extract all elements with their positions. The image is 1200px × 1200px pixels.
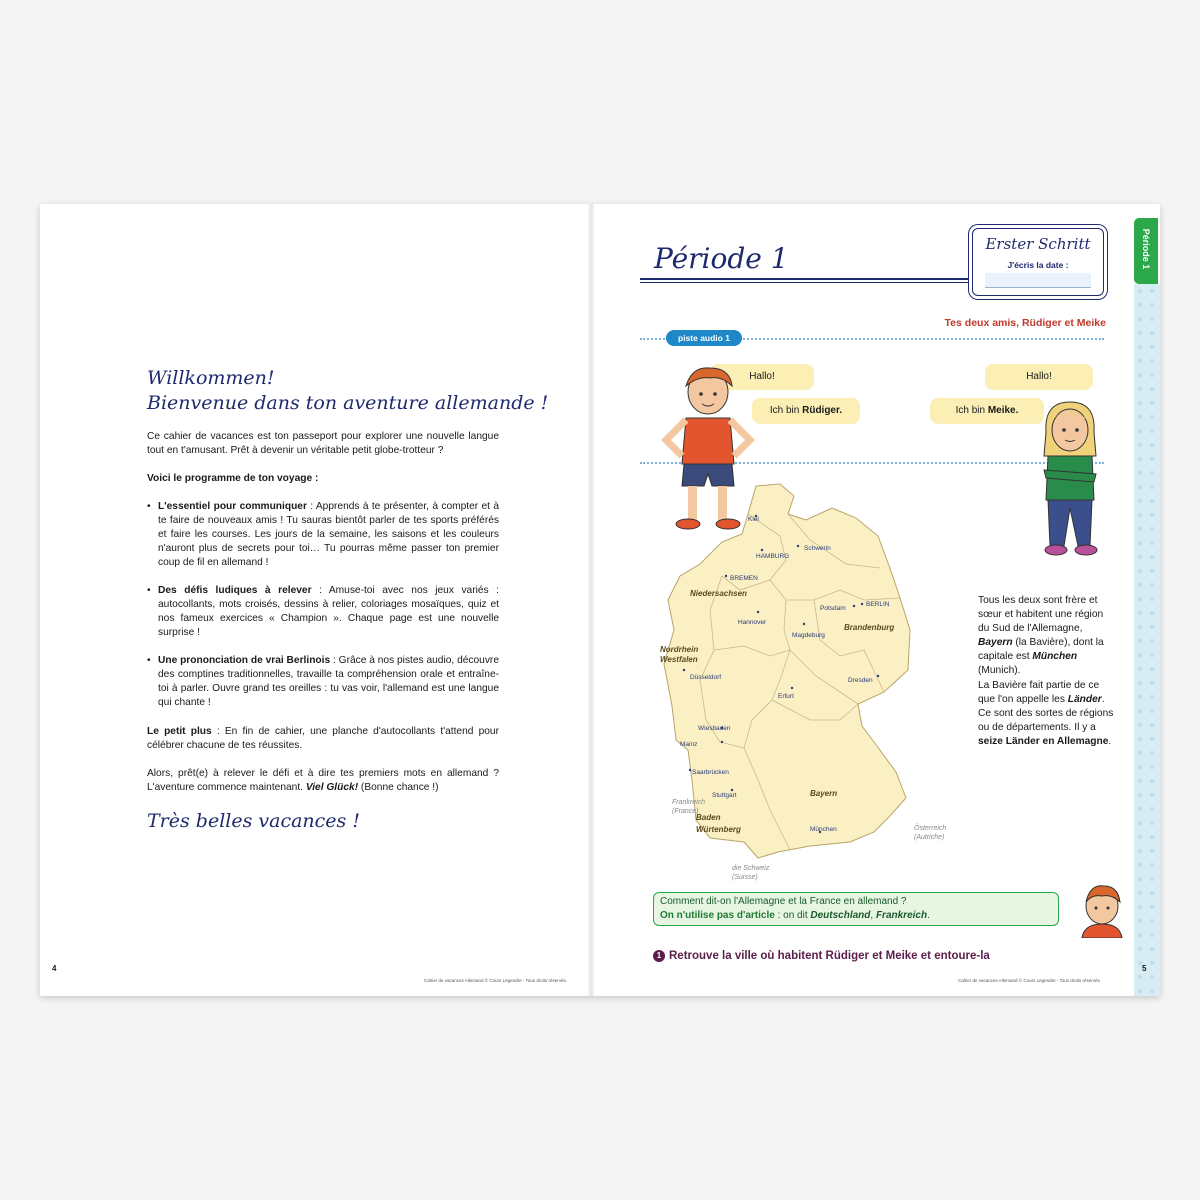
neighbour-name: Österreich: [914, 825, 947, 832]
map-label: BERLIN: [866, 601, 890, 608]
period-tab-label: Période 1: [1141, 228, 1151, 270]
region-label: Bayern: [810, 789, 838, 798]
petit-plus-paragraph: [147, 725, 499, 753]
text-run: (la Bavière), dont la capitale est: [978, 637, 1104, 663]
bubble-text: Ich bin: [769, 405, 803, 416]
text-run: Ce sont des sortes de régions ou de départements. Il y a: [978, 707, 1114, 733]
neighbour-label-france: [672, 798, 705, 816]
map-label: Mainz: [680, 741, 698, 748]
right-page: [594, 204, 1160, 996]
map-label: Erfurt: [778, 693, 794, 700]
speech-bubble: [985, 364, 1093, 390]
neighbour-label-austria: [914, 824, 946, 842]
region-label: Baden: [696, 813, 721, 822]
tip-end: .: [927, 910, 930, 921]
text-emph: München: [1032, 651, 1078, 663]
text-run: (Munich).: [978, 665, 1021, 677]
bullet-text: : Grâce à nos pistes audio, découvre des comptines traditionnelles, travaille ta compréhension orale et entraîne-toi à parler. Ouvre grand tes oreilles : tu vas voir, l'allemand est une langue qui chante !: [158, 655, 499, 708]
tip-answer: [660, 909, 1052, 923]
text-run: .: [1108, 735, 1112, 747]
date-input[interactable]: [985, 273, 1091, 288]
map-label: Düsseldorf: [690, 674, 722, 681]
germany-map: [660, 480, 950, 880]
map-label: Stuttgart: [712, 792, 737, 799]
bubble-punct: .: [839, 405, 843, 416]
closing-text: Alors, prêt(e) à relever le défi et à dire tes premiers mots en allemand ? L'aventure commence maintenant.: [147, 768, 499, 793]
map-label: Saarbrücken: [692, 769, 729, 776]
map-label: Potsdam: [820, 605, 846, 612]
map-label: Dresden: [848, 677, 873, 684]
exercise-number: 1: [653, 950, 665, 962]
bullet-text: : Amuse-toi avec nos jeux variés : autocollants, mots croisés, dessins à relier, coloriages mosaïques, quiz et nos fameux exercices « Champion ». Chaque page est une nouvelle surprise !: [158, 585, 499, 638]
region-label: Würtenberg: [696, 825, 741, 834]
bubble-text: Hallo!: [1026, 371, 1052, 382]
tip-word: Deutschland: [810, 910, 871, 921]
bullet-title: Une prononciation de vrai Berlinois: [158, 655, 331, 666]
map-label: HAMBURG: [756, 553, 790, 560]
neighbour-name: Frankreich: [672, 799, 706, 806]
text-run: Tous les deux sont frère et sœur et habitent une région du Sud de l'Allemagne,: [978, 595, 1104, 635]
book-spread: [40, 204, 1160, 996]
tip-question: Comment dit-on l'Allemagne et la France en allemand ?: [660, 896, 907, 907]
bullet-item: [147, 500, 499, 570]
map-label: Wiesbaden: [698, 725, 731, 732]
bullet-icon: •: [147, 585, 151, 596]
map-label: BREMEN: [730, 575, 758, 582]
bubble-text: Hallo!: [749, 371, 775, 382]
text-emph: Bayern: [978, 637, 1013, 649]
tip-word: Frankreich: [875, 910, 928, 921]
welcome-title: Willkommen!: [147, 367, 275, 389]
tip-box: [653, 892, 1059, 926]
side-pattern-strip: [1134, 284, 1160, 996]
closing-after: (Bonne chance !): [358, 782, 439, 793]
bubble-name: Rüdiger: [802, 405, 840, 416]
vacances-greeting: Très belles vacances !: [147, 810, 360, 832]
text-emph: seize Länder en Allemagne: [978, 735, 1109, 747]
page-number: 4: [52, 964, 57, 973]
neighbour-name-fr: (France): [672, 808, 699, 815]
audio-track-badge[interactable]: piste audio 1: [666, 330, 742, 346]
map-label: Schwerin: [804, 545, 831, 552]
bullet-item: [147, 654, 499, 710]
bullet-icon: •: [147, 655, 151, 666]
bullet-item: [147, 584, 499, 640]
bullet-title: L'essentiel pour communiquer: [158, 501, 307, 512]
map-label: München: [810, 826, 837, 833]
tip-answer-text: : on dit: [774, 910, 811, 921]
bubble-text: Ich bin: [955, 405, 988, 416]
text-emph: Länder: [1067, 693, 1102, 705]
closing-paragraph: [147, 767, 499, 795]
tip-answer-bold: On n'utilise pas d'article: [660, 910, 775, 921]
bubble-punct: .: [1015, 405, 1019, 416]
period-tab[interactable]: [1134, 218, 1158, 284]
program-heading: Voici le programme de ton voyage :: [147, 473, 319, 484]
region-label: Brandenburg: [844, 623, 895, 632]
petit-plus-title: Le petit plus: [147, 726, 212, 737]
copyright-note: Cahier de vacances Allemand © Cours Legendre - Tous droits réservés.: [958, 978, 1102, 983]
neighbour-label-switzerland: [732, 864, 769, 882]
text-run: La Bavière fait partie de ce que l'on appelle les: [978, 679, 1100, 705]
map-label: Hannover: [738, 619, 767, 626]
date-box-label: J'écris la date :: [1007, 260, 1069, 270]
region-label: Nordrhein: [660, 645, 699, 654]
bullet-title: Des défis ludiques à relever: [158, 585, 312, 596]
rudiger-portrait-illustration: [1074, 878, 1130, 938]
left-page: [40, 204, 590, 996]
neighbour-name-fr: (Autriche): [914, 834, 945, 841]
bubble-name: Meike: [987, 405, 1016, 416]
intro-paragraph: Ce cahier de vacances est ton passeport pour explorer une nouvelle langue tout en t'amusant. Prêt à devenir un véritable petit globe-trotteur ?: [147, 431, 499, 456]
bullet-text: : Apprends à te présenter, à compter et à te faire de nouveaux amis ! Tu sauras bientôt parler de tes sports préférés et faire les courses. Les jours de la semaine, les saisons et les couleurs n'auront plus de secrets pour toi… Tu pourras même passer ton premier coup de fil en allemand !: [158, 501, 500, 568]
page-number: 5: [1142, 964, 1147, 973]
welcome-subtitle: Bienvenue dans ton aventure allemande !: [147, 392, 549, 414]
copyright-note: Cahier de vacances Allemand © Cours Legendre - Tous droits réservés.: [424, 978, 568, 983]
date-box: [972, 228, 1104, 296]
section-subtitle: Tes deux amis, Rüdiger et Meike: [944, 317, 1106, 329]
tip-sep: ,: [870, 910, 876, 921]
petit-plus-text: : En fin de cahier, une planche d'autocollants t'attend pour célébrer chacune de tes réussites.: [147, 726, 499, 751]
region-label: Niedersachsen: [690, 589, 747, 598]
region-label: Westfalen: [660, 655, 698, 664]
meike-illustration: [1020, 396, 1120, 566]
map-label: Kiel: [748, 516, 759, 523]
closing-bold: Viel Glück!: [305, 782, 359, 793]
map-label: Magdeburg: [792, 632, 825, 639]
exercise-text: Retrouve la ville où habitent Rüdiger et Meike et entoure-la: [669, 950, 990, 962]
family-paragraph: [978, 594, 1116, 749]
neighbour-name-fr: (Suisse): [732, 874, 758, 881]
date-box-title: Erster Schritt: [985, 235, 1091, 253]
bullet-icon: •: [147, 501, 151, 512]
period-title: Période 1: [654, 242, 789, 275]
text-run: .: [1101, 693, 1105, 705]
exercise-instruction: [653, 950, 990, 962]
neighbour-name: die Schweiz: [732, 865, 770, 872]
